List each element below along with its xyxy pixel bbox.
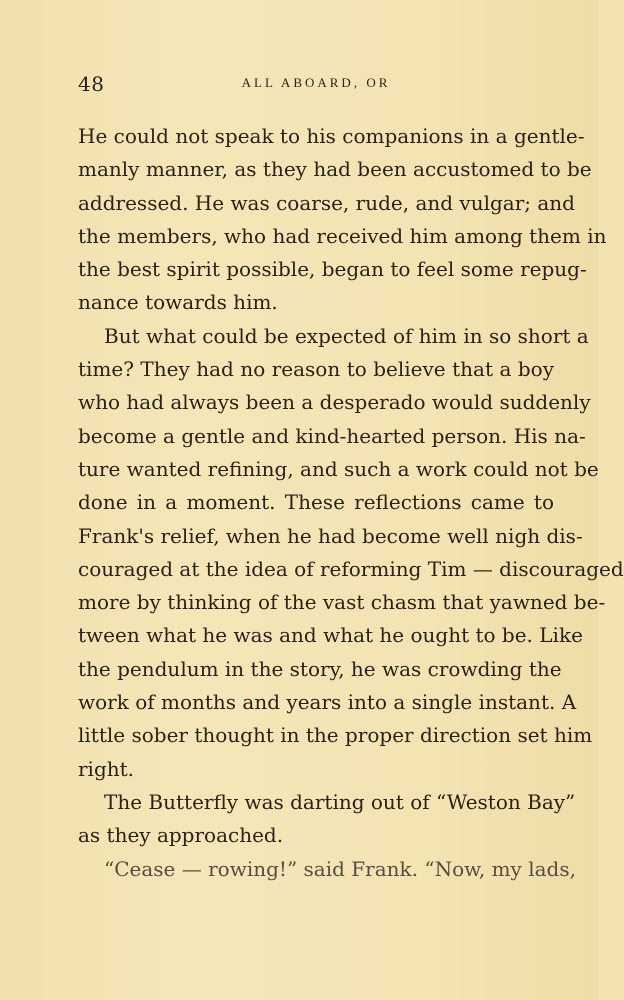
text-line: who had always been a desperado would suddenly xyxy=(78,390,591,415)
text-line: But what could be expected of him in so short a xyxy=(104,323,589,348)
text-line: addressed. He was coarse, rude, and vulgar; and xyxy=(78,190,575,215)
text-line: the best spirit possible, began to feel some repug- xyxy=(78,257,587,282)
page-number: 48 xyxy=(78,72,105,96)
text-line: as they approached. xyxy=(78,823,284,848)
text-line: The Butterfly was darting out of “Weston Bay” xyxy=(104,789,576,814)
text-line: little sober thought in the proper direction set him xyxy=(78,723,593,748)
text-line: tween what he was and what he ought to be. Like xyxy=(78,623,583,648)
running-title: ALL ABOARD, OR xyxy=(241,75,391,90)
text-line: more by thinking of the vast chasm that yawned be- xyxy=(78,590,606,615)
page-header xyxy=(78,72,554,100)
text-line: time? They had no reason to believe that a boy xyxy=(78,357,554,382)
text-line: Frank's relief, when he had become well nigh dis- xyxy=(78,523,583,548)
text-line: He could not speak to his companions in a gentle- xyxy=(78,124,585,148)
text-line: “Cease — rowing!” said Frank. “Now, my lads, xyxy=(104,856,576,881)
text-line: right. xyxy=(78,756,135,781)
text-line: work of months and years into a single instant. A xyxy=(78,690,577,715)
text-line: couraged at the idea of reforming Tim — discouraged xyxy=(78,556,624,581)
text-line: done in a moment. These reflections came to xyxy=(78,490,554,515)
text-line: nance towards him. xyxy=(78,290,278,315)
text-line: manly manner, as they had been accustomed to be xyxy=(78,157,592,182)
text-line: ture wanted refining, and such a work could not be xyxy=(78,456,599,481)
body-text xyxy=(78,120,624,886)
text-line: the pendulum in the story, he was crowding the xyxy=(78,656,562,681)
text-line: the members, who had received him among them in xyxy=(78,223,607,248)
text-line: become a gentle and kind-hearted person. His na- xyxy=(78,423,586,448)
